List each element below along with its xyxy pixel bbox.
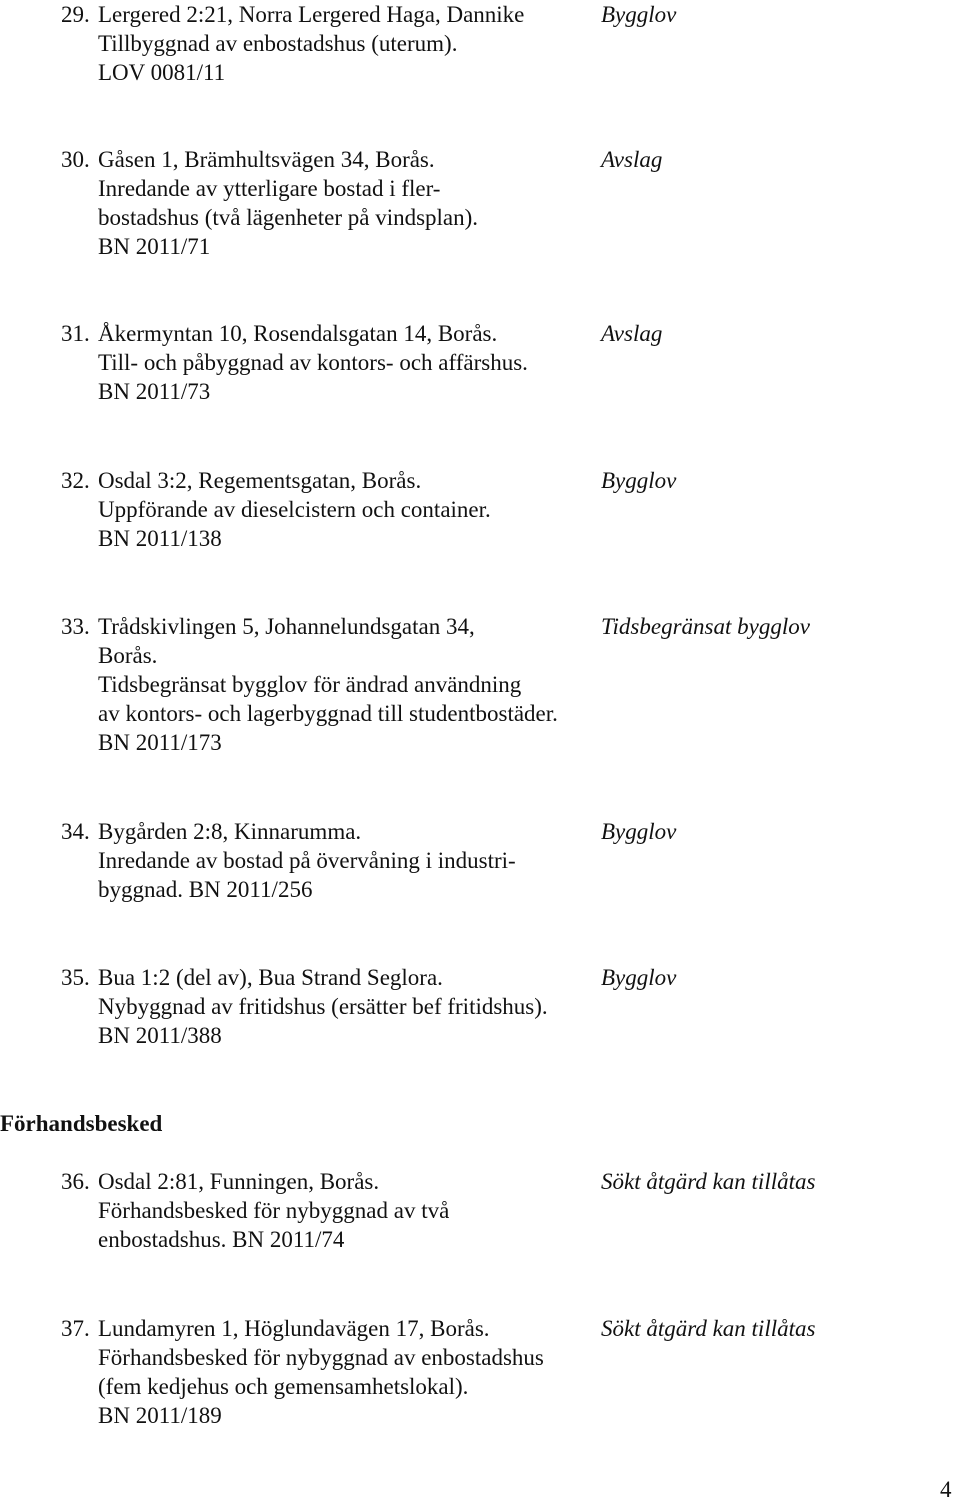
case-number: BN 2011/138 — [98, 526, 222, 551]
description-line: Tidsbegränsat bygglov för ändrad användning — [98, 672, 522, 697]
case-number: BN 2011/388 — [98, 1023, 222, 1048]
description-line: byggnad. BN 2011/256 — [98, 877, 313, 902]
property-line: Borås. — [98, 643, 158, 668]
case-number: LOV 0081/11 — [98, 60, 226, 85]
case-number: BN 2011/71 — [98, 234, 211, 259]
decision: Bygglov — [601, 2, 677, 27]
case-number: BN 2011/73 — [98, 379, 211, 404]
description-line: enbostadshus. BN 2011/74 — [98, 1227, 345, 1252]
property-line: Åkermyntan 10, Rosendalsgatan 14, Borås. — [98, 321, 498, 346]
item-number: 33. — [61, 614, 90, 639]
decision: Sökt åtgärd kan tillåtas — [601, 1316, 816, 1341]
item-number: 31. — [61, 321, 90, 346]
decision: Sökt åtgärd kan tillåtas — [601, 1169, 816, 1194]
page-number: 4 — [940, 1477, 952, 1502]
description-line: Inredande av ytterligare bostad i fler- — [98, 176, 441, 201]
item-number: 36. — [61, 1169, 90, 1194]
description-line: Uppförande av dieselcistern och container. — [98, 497, 491, 522]
description-line: Tillbyggnad av enbostadshus (uterum). — [98, 31, 458, 56]
case-number: BN 2011/189 — [98, 1403, 222, 1428]
description-line: (fem kedjehus och gemensamhetslokal). — [98, 1374, 469, 1399]
description-line: Förhandsbesked för nybyggnad av enbostadshus — [98, 1345, 544, 1370]
description-line: Till- och påbyggnad av kontors- och affärshus. — [98, 350, 528, 375]
description-line: av kontors- och lagerbyggnad till studentbostäder. — [98, 701, 558, 726]
item-number: 34. — [61, 819, 90, 844]
property-line: Trådskivlingen 5, Johannelundsgatan 34, — [98, 614, 475, 639]
property-line: Osdal 3:2, Regementsgatan, Borås. — [98, 468, 422, 493]
item-number: 35. — [61, 965, 90, 990]
item-number: 37. — [61, 1316, 90, 1341]
item-number: 32. — [61, 468, 90, 493]
decision: Bygglov — [601, 468, 677, 493]
section-heading: Förhandsbesked — [0, 1111, 163, 1136]
decision: Avslag — [601, 321, 663, 346]
property-line: Lundamyren 1, Höglundavägen 17, Borås. — [98, 1316, 490, 1341]
property-line: Lergered 2:21, Norra Lergered Haga, Dannike — [98, 2, 525, 27]
property-line: Gåsen 1, Brämhultsvägen 34, Borås. — [98, 147, 435, 172]
case-number: BN 2011/173 — [98, 730, 222, 755]
decision: Bygglov — [601, 819, 677, 844]
description-line: Inredande av bostad på övervåning i industri- — [98, 848, 516, 873]
property-line: Bua 1:2 (del av), Bua Strand Seglora. — [98, 965, 443, 990]
decision: Avslag — [601, 147, 663, 172]
property-line: Osdal 2:81, Funningen, Borås. — [98, 1169, 380, 1194]
description-line: Nybyggnad av fritidshus (ersätter bef fritidshus). — [98, 994, 548, 1019]
item-number: 30. — [61, 147, 90, 172]
property-line: Bygården 2:8, Kinnarumma. — [98, 819, 362, 844]
description-line: Förhandsbesked för nybyggnad av två — [98, 1198, 450, 1223]
decision: Tidsbegränsat bygglov — [601, 614, 810, 639]
item-number: 29. — [61, 2, 90, 27]
decision: Bygglov — [601, 965, 677, 990]
description-line: bostadshus (två lägenheter på vindsplan). — [98, 205, 479, 230]
